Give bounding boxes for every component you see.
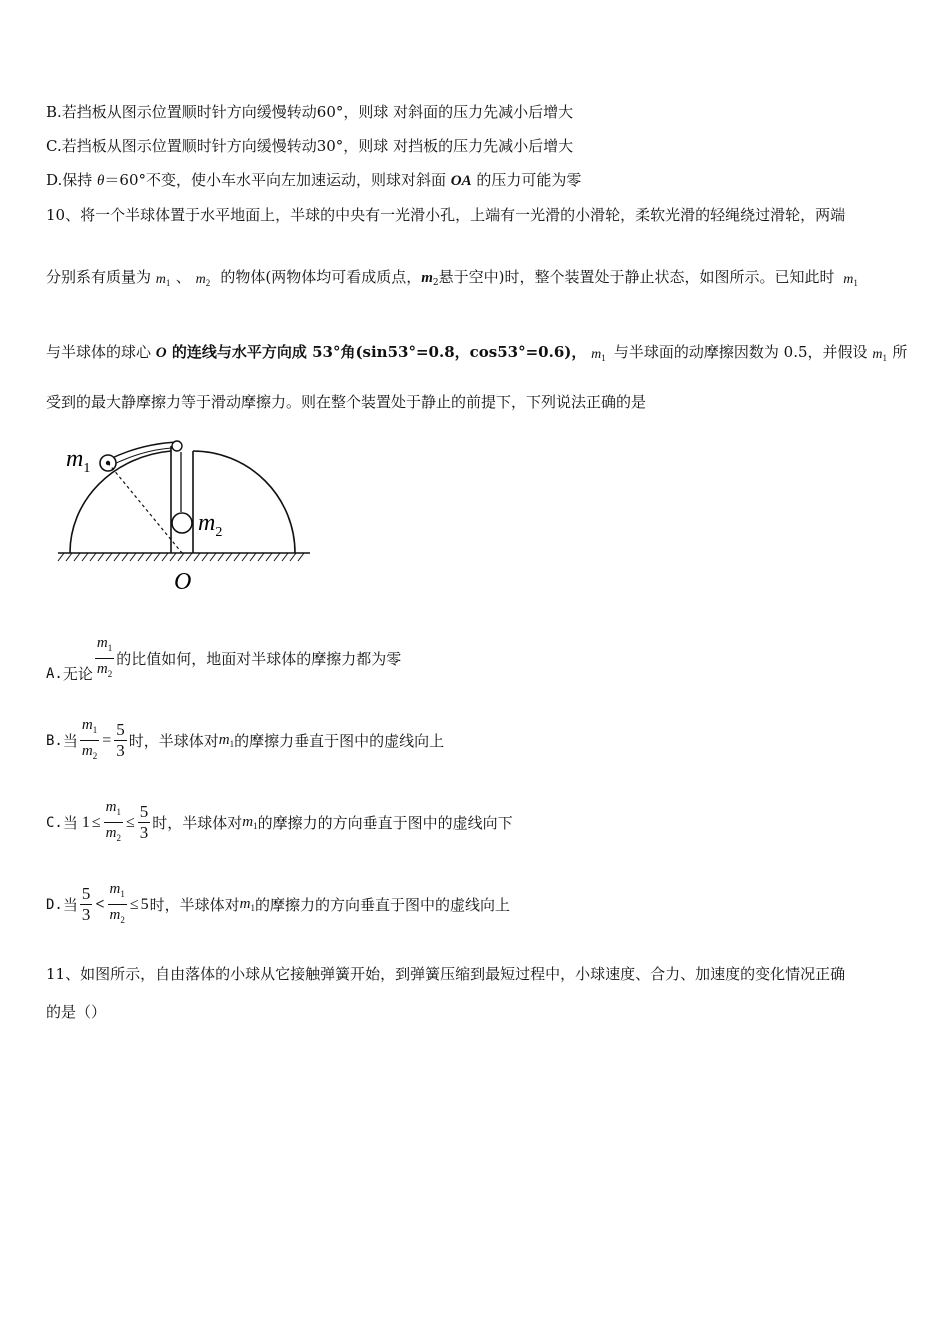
option-d-label: D. (46, 896, 63, 913)
q10-line3-d: 所 (892, 343, 908, 361)
q10-option-c (46, 798, 513, 847)
option-b-prev (46, 102, 573, 122)
fraction-m1-m2-d: $\frac{m_1}{m_2}$ (109, 881, 125, 925)
m2-sub: 2 (205, 278, 211, 288)
q10-line3 (46, 342, 907, 363)
fraction-m1-m2-c: $\frac{m_1}{m_2}$ (105, 799, 121, 843)
label-m1: $m_1$ (66, 446, 91, 476)
q10-line3-b: 的连线与水平方向成 53°角(sin53°=0.8，cos53°=0.6)， (166, 343, 587, 361)
theta-symbol: θ (97, 173, 105, 189)
option-c-label: C. (46, 814, 63, 831)
option-a-post: 的比值如何，地面对半球体的摩擦力都为零 (116, 650, 402, 668)
option-b-post1: 时，半球体对 (128, 732, 219, 750)
q11-line1-text: 11、如图所示，自由落体的小球从它接触弹簧开始，到弹簧压缩到最短过程中，小球速度、合力、加速度的变化情况正确 (46, 965, 846, 983)
mass-m2-ball (172, 513, 192, 533)
m2-bold-sub: 2 (432, 278, 439, 288)
m1-option-d: $m_1$ (239, 896, 255, 913)
m2-bold: m (421, 270, 433, 286)
option-b-label: B. (46, 732, 63, 749)
option-d-prev-mid: ＝60°不变，使小车水平向左加速运动，则球对斜面 (104, 171, 451, 189)
five-d: 5 (140, 895, 149, 913)
q10-line1 (46, 205, 845, 225)
label-m2: $m_2$ (198, 510, 223, 540)
m2-var: m (195, 272, 206, 287)
option-c-post2: 的摩擦力的方向垂直于图中的虚线向下 (257, 814, 513, 832)
option-d-post2: 的摩擦力的方向垂直于图中的虚线向上 (254, 896, 510, 914)
q10-line3-a: 与半球体的球心 (46, 343, 156, 361)
option-b-post2: 的摩擦力垂直于图中的虚线向上 (234, 732, 445, 750)
q10-line4-text: 受到的最大静摩擦力等于滑动摩擦力。则在整个装置处于静止的前提下，下列说法正确的是 (46, 393, 647, 411)
q10-line2-a: 分别系有质量为 (46, 268, 152, 286)
le-sign-1: ≤ (91, 813, 101, 831)
q11-line1 (46, 964, 845, 984)
lt-sign: < (95, 895, 105, 913)
hemisphere-right-arc (193, 451, 295, 553)
m1-option-b: $m_1$ (218, 732, 235, 749)
option-d-prev-post: 的压力可能为零 (471, 171, 582, 189)
q10-line2-b: 、 (175, 268, 191, 286)
m1-sub-c: 1 (601, 353, 606, 363)
option-a-pre: 无论 (62, 665, 93, 683)
option-c-prev-text: C.若挡板从图示位置顺时针方向缓慢转动30°，则球 对挡板的压力先减小后增大 (46, 137, 574, 155)
o-label: O (155, 345, 167, 361)
m1-var-b: m (843, 272, 854, 287)
le-sign-2: ≤ (126, 813, 135, 831)
frac-a-num: $m_1$ (95, 634, 114, 659)
equals-sign: = (102, 731, 112, 749)
q10-line1-text: 10、将一个半球体置于水平地面上，半球的中央有一光滑小孔，上端有一光滑的小滑轮，柔软光滑的轻绳绕过滑轮，两端 (46, 206, 846, 224)
m1-var-d: m (872, 347, 883, 362)
q10-line2-c: 的物体(两物体均可看成质点， (215, 268, 422, 286)
m1-sub-d: 1 (882, 353, 887, 363)
m1-var-c: m (591, 347, 602, 362)
option-a-label: A. (46, 665, 63, 682)
fraction-5-3-c: $\frac{5}{3}$ (139, 802, 149, 842)
oa-label: OA (450, 173, 472, 189)
q11-line2-text: 的是（） (46, 1003, 107, 1021)
fraction-m1-m2-b: $\frac{m_1}{m_2}$ (81, 717, 98, 761)
option-d-pre: 当 (62, 896, 78, 914)
m1-option-c: $m_1$ (242, 814, 258, 831)
option-b-prev-text: B.若挡板从图示位置顺时针方向缓慢转动60°，则球 对斜面的压力先减小后增大 (46, 103, 574, 121)
q10-line4 (46, 392, 646, 412)
option-d-prev-pre: D.保持 (46, 171, 98, 189)
option-c-post1: 时，半球体对 (152, 814, 243, 832)
m1-sub-b: 1 (853, 278, 858, 288)
le-sign-d: ≤ (129, 895, 139, 913)
q10-line2 (46, 267, 859, 293)
frac-a-den: $m_2$ (96, 661, 113, 679)
fraction-5-3-b: $\frac{5}{3}$ (116, 720, 125, 760)
label-o: O (174, 569, 192, 595)
ground-hatching (58, 553, 304, 561)
m1-sub: 1 (165, 278, 171, 288)
q10-option-b (46, 716, 444, 765)
fraction-5-3-d: $\frac{5}{3}$ (81, 884, 91, 924)
q10-option-d (46, 880, 510, 929)
option-c-prev (46, 136, 573, 156)
pulley (172, 441, 182, 451)
option-b-pre: 当 (62, 732, 78, 750)
q10-line3-c: 与半球面的动摩擦因数为 0.5，并假设 (609, 343, 868, 361)
option-d-prev (46, 170, 581, 191)
m1-var: m (155, 272, 166, 287)
fraction-m1-m2-a (95, 634, 114, 683)
q11-line2 (46, 1002, 106, 1022)
hemisphere-figure (50, 432, 330, 602)
number-one: 1 (81, 813, 90, 831)
q10-line2-e: 悬于空中)时，整个装置处于静止状态，如图所示。已知此时 (438, 268, 835, 286)
option-d-post1: 时，半球体对 (149, 896, 240, 914)
option-c-pre: 当 (62, 814, 78, 832)
q10-option-a (46, 633, 401, 684)
